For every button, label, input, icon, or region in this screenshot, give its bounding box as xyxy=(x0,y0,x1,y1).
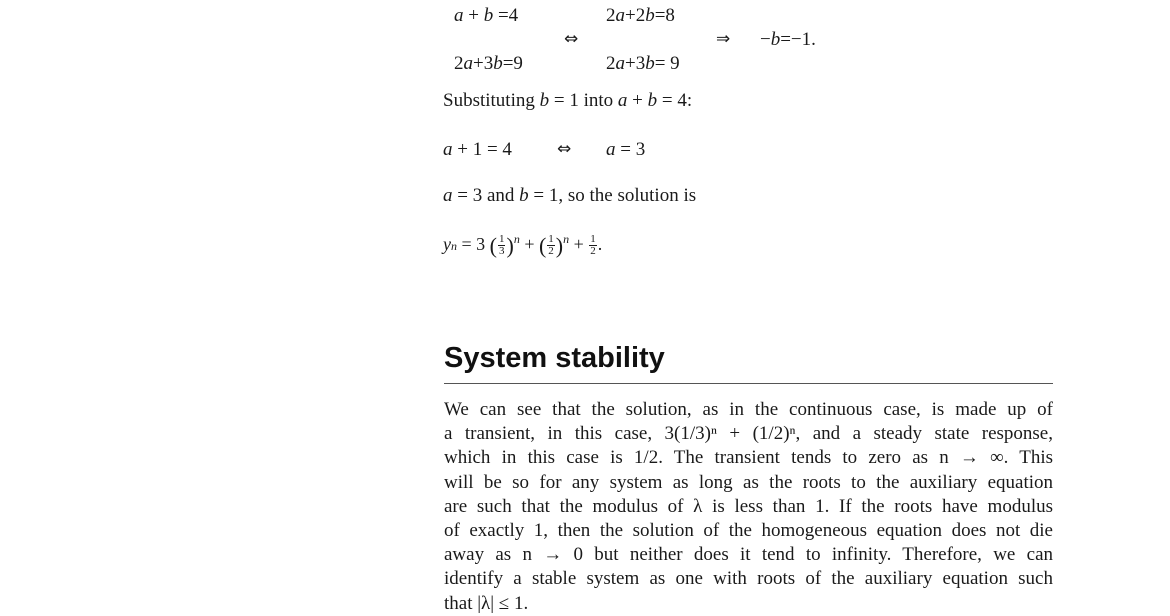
iff-symbol: ⇔ xyxy=(564,29,579,49)
paragraph-line: a transient, in this case, 3(1/3)ⁿ + (1/2)ⁿ, and a steady state response, xyxy=(444,423,1053,445)
paragraph-line: of exactly 1, then the solution of the homogeneous equation does not die xyxy=(444,520,1053,542)
paragraph-line: will be so for any system as long as the roots to the auxiliary equation xyxy=(444,471,1053,493)
heading-rule xyxy=(444,383,1053,384)
a-equation-iff: ⇔ xyxy=(557,139,572,159)
fraction-tail-half: $\frac{1}{2}$ xyxy=(590,233,596,258)
paragraph-line: We can see that the solution, as in the continuous case, is made up of xyxy=(444,399,1053,420)
paragraph-line: that |λ| ≤ 1. xyxy=(444,592,529,614)
section-heading: System stability xyxy=(444,342,665,374)
solution-line: a = 3 and b = 1, so the solution is xyxy=(443,185,697,206)
equation-right-1: 2a+2b=8 xyxy=(606,5,675,26)
equation-left-2: 2a+3b=9 xyxy=(454,53,523,74)
equation-result: −b=−1. xyxy=(760,29,816,50)
paragraph-line: are such that the modulus of λ is less than 1. If the roots have modulus xyxy=(444,495,1053,517)
substitution-line: Substituting b = 1 into a + b = 4: xyxy=(443,90,693,111)
paragraph-line: identify a stable system as one with roots of the auxiliary equation such xyxy=(444,568,1053,590)
a-equation-left: a + 1 = 4 xyxy=(443,139,512,160)
equation-right-2: 2a+3b= 9 xyxy=(606,53,680,74)
fraction-one-half: $\frac{1}{2}$ xyxy=(548,233,554,258)
fraction-one-third: $\frac{1}{3}$ xyxy=(498,233,505,258)
implies-symbol: ⇒ xyxy=(716,29,731,49)
paragraph-line: which in this case is 1/2. The transient tends to zero as n → ∞. This xyxy=(444,447,1053,469)
paragraph-line: away as n → 0 but neither does it tend to infinity. Therefore, we can xyxy=(444,544,1053,566)
equation-left-1: a + b =4 xyxy=(454,5,519,26)
section-paragraph xyxy=(444,398,1053,616)
yn-equation: yn = 3 ( $\frac{1}{3}$ )$^n$ + ( $\frac{1}{2}$ )$^n$ + $\frac{1}{2}$ . xyxy=(443,232,603,258)
a-equation-right: a = 3 xyxy=(606,139,646,160)
